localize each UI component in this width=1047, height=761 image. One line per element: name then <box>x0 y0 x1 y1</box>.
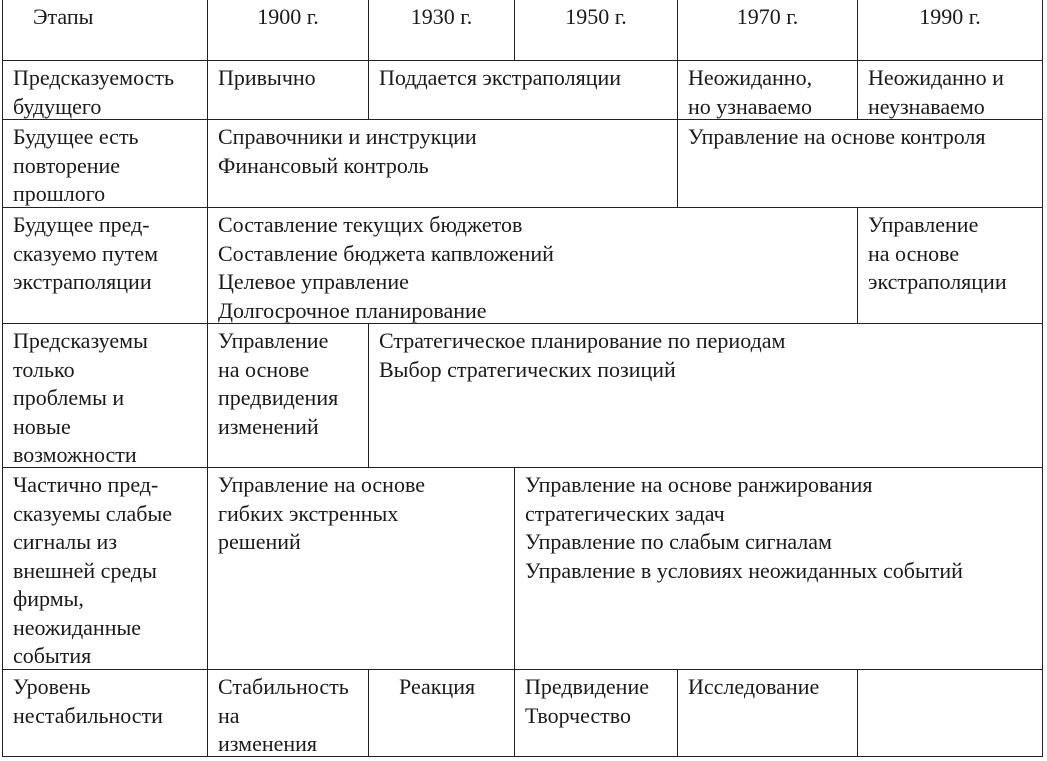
row-label-instability: Уровень нестабильности <box>2 669 208 757</box>
cell-unexpected-unrecognizable: Неожиданно и неузнаваемо <box>857 60 1043 120</box>
cell-extrapolatable: Поддается экстраполяции <box>368 60 678 120</box>
header-1950: 1950 г. <box>514 0 678 61</box>
cell-extrapolation-management: Управление на основе экстраполяции <box>857 207 1043 324</box>
cell-ranking-weak-signals: Управление на основе ранжирования стратегических задач Управление по слабым сигналам Управление в условиях неожиданных событий <box>514 467 1043 670</box>
cell-stability: Стабильность на изменения <box>207 669 369 757</box>
header-1900: 1900 г. <box>207 0 369 61</box>
cell-habitual: Привычно <box>207 60 369 120</box>
header-1930: 1930 г. <box>368 0 515 61</box>
row-label-predictability: Предсказуемость будущего <box>2 60 208 120</box>
cell-flexible-emergency-decisions: Управление на основе гибких экстренных решений <box>207 467 515 670</box>
header-1990: 1990 г. <box>857 0 1043 61</box>
cell-change-anticipation: Управление на основе предвидения изменений <box>207 323 369 468</box>
cell-budgeting-planning: Составление текущих бюджетов Составление бюджета капвложений Целевое управление Долгосрочное планирование <box>207 207 858 324</box>
cell-strategic-planning: Стратегическое планирование по периодам Выбор стратегических позиций <box>368 323 1043 468</box>
row-label-weak-signals: Частично пред- сказуемы слабые сигналы из внешней среды фирмы, неожиданные события <box>2 467 208 670</box>
cell-reaction: Реакция <box>368 669 515 757</box>
row-label-problems-opportunities: Предсказуемы только проблемы и новые возможности <box>2 323 208 468</box>
header-stages: Этапы <box>2 0 208 61</box>
row-label-past-repetition: Будущее есть повторение прошлого <box>2 119 208 208</box>
cell-foresight-creativity: Предвидение Творчество <box>514 669 678 757</box>
cell-control-based-management: Управление на основе контроля <box>677 119 1043 208</box>
header-1970: 1970 г. <box>677 0 858 61</box>
cell-manuals-financial-control: Справочники и инструкции Финансовый контроль <box>207 119 678 208</box>
cell-research: Исследование <box>677 669 858 757</box>
strategy-evolution-table <box>3 0 1043 758</box>
cell-unexpected-recognizable: Неожиданно, но узнаваемо <box>677 60 858 120</box>
row-label-extrapolation: Будущее пред- сказуемо путем экстраполяции <box>2 207 208 324</box>
cell-empty <box>857 669 1043 757</box>
